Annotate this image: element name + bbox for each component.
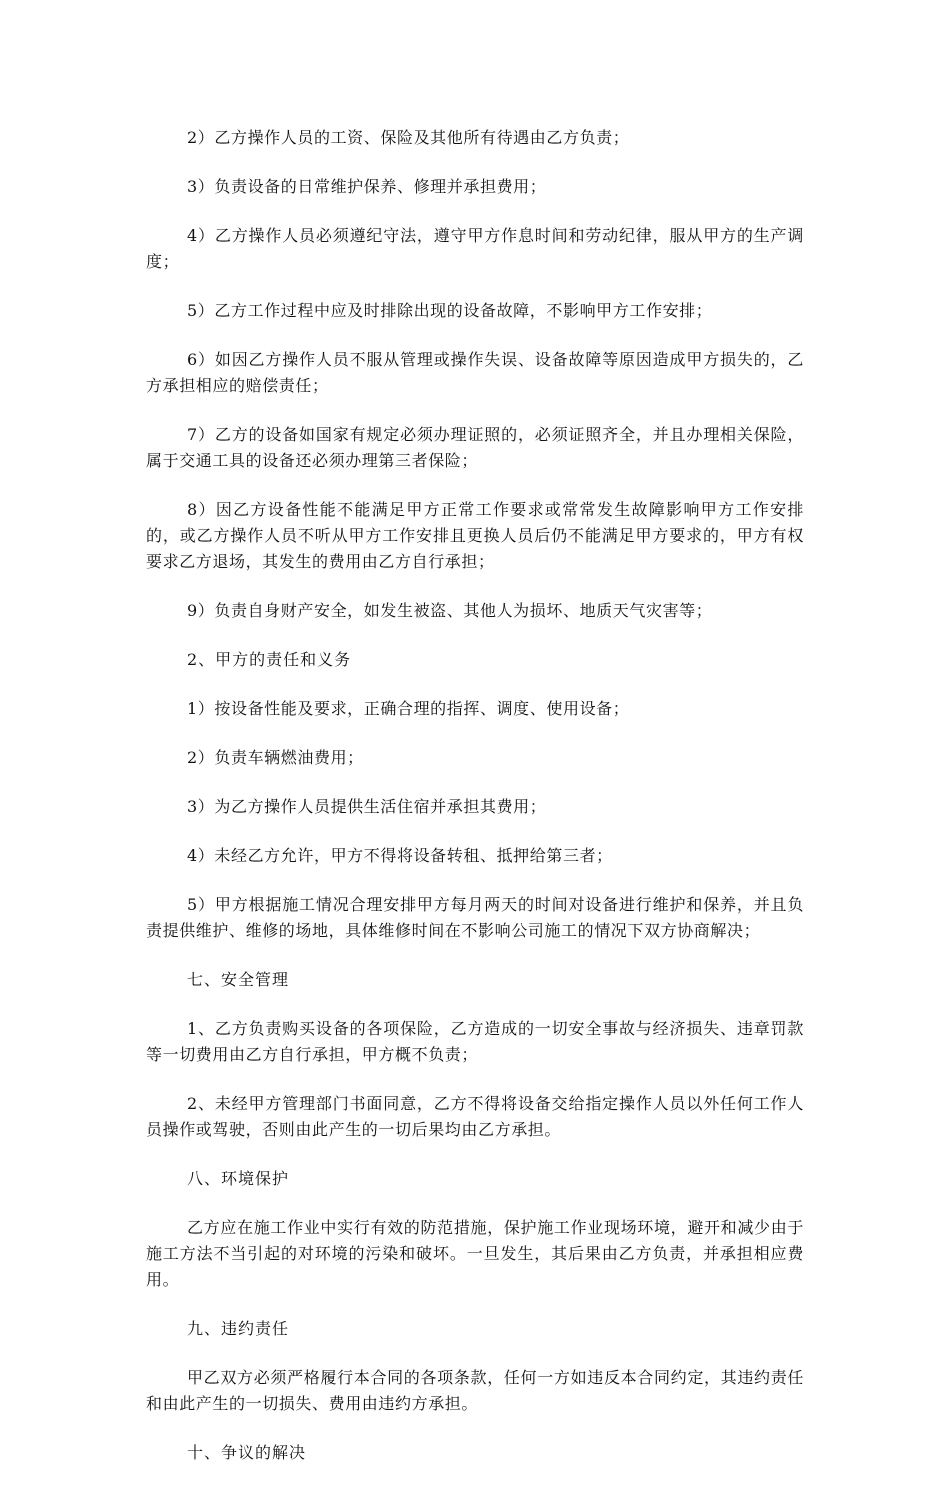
clause-paragraph: 2）负责车辆燃油费用； xyxy=(187,748,364,767)
clause-paragraph: 5）甲方根据施工情况合理安排甲方每月两天的时间对设备进行维护和保养，并且负责提供维护、维修的场地，具体维修时间在不影响公司施工的情况下双方协商解决； xyxy=(146,895,804,940)
clause-paragraph: 3）负责设备的日常维护保养、修理并承担费用； xyxy=(187,177,547,196)
clause-paragraph: 6）如因乙方操作人员不服从管理或操作失误、设备故障等原因造成甲方损失的，乙方承担相应的赔偿责任； xyxy=(146,350,804,395)
clause-paragraph: 8）因乙方设备性能不能满足甲方正常工作要求或常常发生故障影响甲方工作安排的，或乙方操作人员不听从甲方工作安排且更换人员后仍不能满足甲方要求的，甲方有权要求乙方退场，其发生的费用由乙方自行承担； xyxy=(146,500,804,571)
clause-paragraph: 1、乙方负责购买设备的各项保险，乙方造成的一切安全事故与经济损失、违章罚款等一切费用由乙方自行承担，甲方概不负责； xyxy=(146,1019,804,1064)
section-heading: 七、安全管理 xyxy=(187,970,290,989)
section-heading: 十、争议的解决 xyxy=(187,1443,307,1462)
clause-paragraph: 5）乙方工作过程中应及时排除出现的设备故障，不影响甲方工作安排； xyxy=(187,301,713,320)
clause-paragraph: 9）负责自身财产安全，如发生被盗、其他人为损坏、地质天气灾害等； xyxy=(187,601,713,620)
section-heading: 九、违约责任 xyxy=(187,1319,290,1338)
section-heading: 八、环境保护 xyxy=(187,1169,290,1188)
clause-paragraph: 乙方应在施工作业中实行有效的防范措施，保护施工作业现场环境，避开和减少由于施工方法不当引起的对环境的污染和破坏。一旦发生，其后果由乙方负责，并承担相应费用。 xyxy=(146,1218,804,1289)
document-body xyxy=(146,125,804,1489)
clause-paragraph: 7）乙方的设备如国家有规定必须办理证照的，必须证照齐全，并且办理相关保险，属于交通工具的设备还必须办理第三者保险； xyxy=(146,425,804,470)
clause-paragraph: 甲乙双方必须严格履行本合同的各项条款，任何一方如违反本合同约定，其违约责任和由此产生的一切损失、费用由违约方承担。 xyxy=(146,1368,804,1413)
clause-paragraph: 1）按设备性能及要求，正确合理的指挥、调度、使用设备； xyxy=(187,699,630,718)
section-subheading: 2、甲方的责任和义务 xyxy=(187,650,352,669)
clause-paragraph: 4）乙方操作人员必须遵纪守法，遵守甲方作息时间和劳动纪律，服从甲方的生产调度； xyxy=(146,226,804,271)
clause-paragraph: 2）乙方操作人员的工资、保险及其他所有待遇由乙方负责； xyxy=(187,128,630,147)
clause-paragraph: 3）为乙方操作人员提供生活住宿并承担其费用； xyxy=(187,797,547,816)
clause-paragraph: 2、未经甲方管理部门书面同意，乙方不得将设备交给指定操作人员以外任何工作人员操作或驾驶，否则由此产生的一切后果均由乙方承担。 xyxy=(146,1094,804,1139)
clause-paragraph: 4）未经乙方允许，甲方不得将设备转租、抵押给第三者； xyxy=(187,846,613,865)
